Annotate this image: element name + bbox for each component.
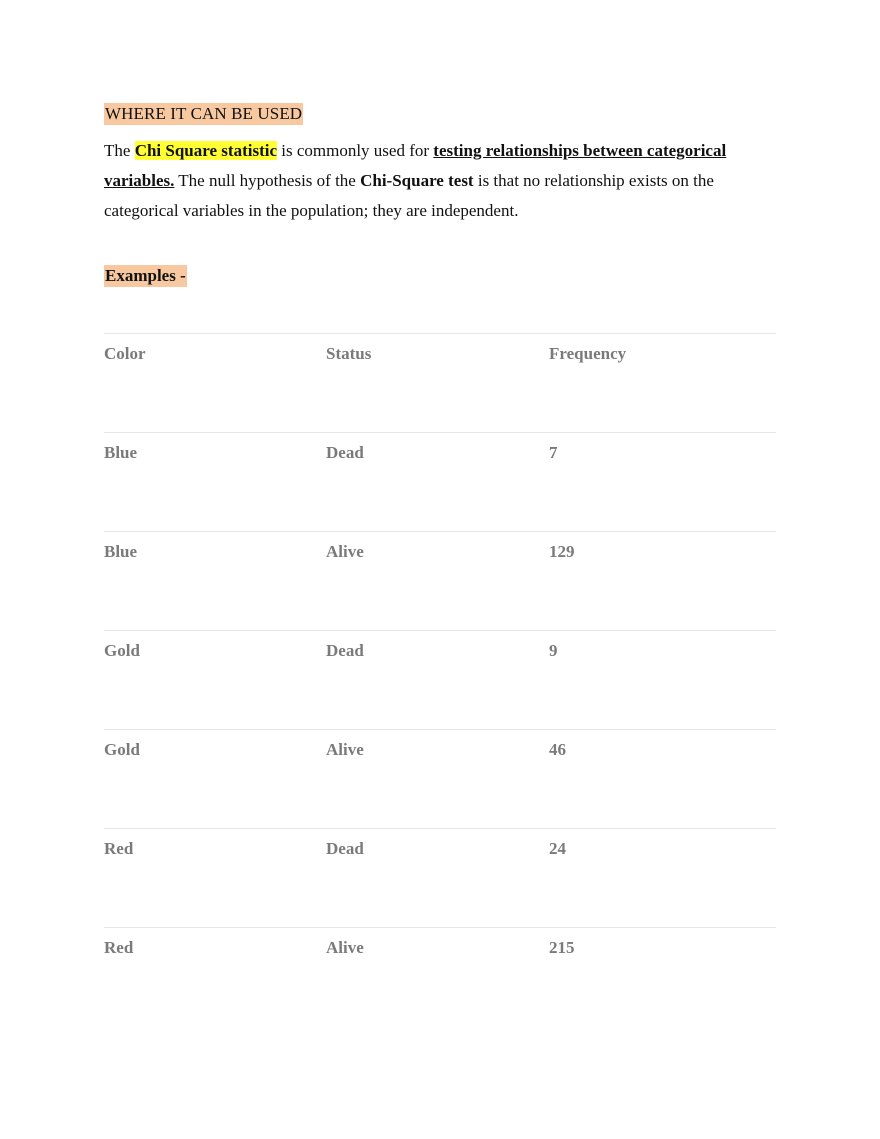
table-row [104, 432, 776, 531]
chi-square-test-term: Chi-Square test [360, 171, 474, 190]
paragraph-text-5: The null hypothesis of the [174, 171, 361, 190]
cell-color: Red [104, 938, 134, 957]
cell-frequency: 129 [549, 542, 575, 561]
examples-heading: Examples - [105, 266, 186, 285]
section-heading: WHERE IT CAN BE USED [105, 104, 303, 123]
cell-frequency: 9 [549, 641, 558, 660]
cell-color: Blue [104, 542, 138, 561]
cell-status: Dead [326, 641, 364, 660]
chi-square-statistic-highlight: Chi Square statistic [134, 141, 277, 160]
header-status: Status [326, 344, 372, 363]
cell-color: Gold [104, 641, 140, 660]
cell-status: Alive [326, 938, 364, 957]
header-frequency: Frequency [549, 344, 627, 363]
cell-color: Red [104, 839, 134, 858]
frequency-table [104, 333, 776, 1026]
intro-paragraph [104, 136, 754, 226]
table-row [104, 828, 776, 927]
cell-status: Alive [326, 740, 364, 759]
cell-status: Alive [326, 542, 364, 561]
table-row [104, 531, 776, 630]
paragraph-text-7: is that no relationship exists on the categorical variables in the population; they are independent. [104, 171, 714, 220]
cell-frequency: 215 [549, 938, 575, 957]
header-color: Color [104, 344, 146, 363]
cell-color: Gold [104, 740, 140, 759]
cell-frequency: 46 [549, 740, 566, 759]
cell-color: Blue [104, 443, 138, 462]
table-row [104, 927, 776, 1026]
testing-relationships-emphasis: testing relationships between categorical variables. [104, 141, 727, 190]
cell-status: Dead [326, 443, 364, 462]
paragraph-text-3: is commonly used for [277, 141, 434, 160]
table-row [104, 729, 776, 828]
table-row [104, 630, 776, 729]
cell-frequency: 7 [549, 443, 558, 462]
paragraph-text-1: The [104, 141, 135, 160]
cell-frequency: 24 [549, 839, 566, 858]
table-header-row [104, 333, 776, 432]
cell-status: Dead [326, 839, 364, 858]
